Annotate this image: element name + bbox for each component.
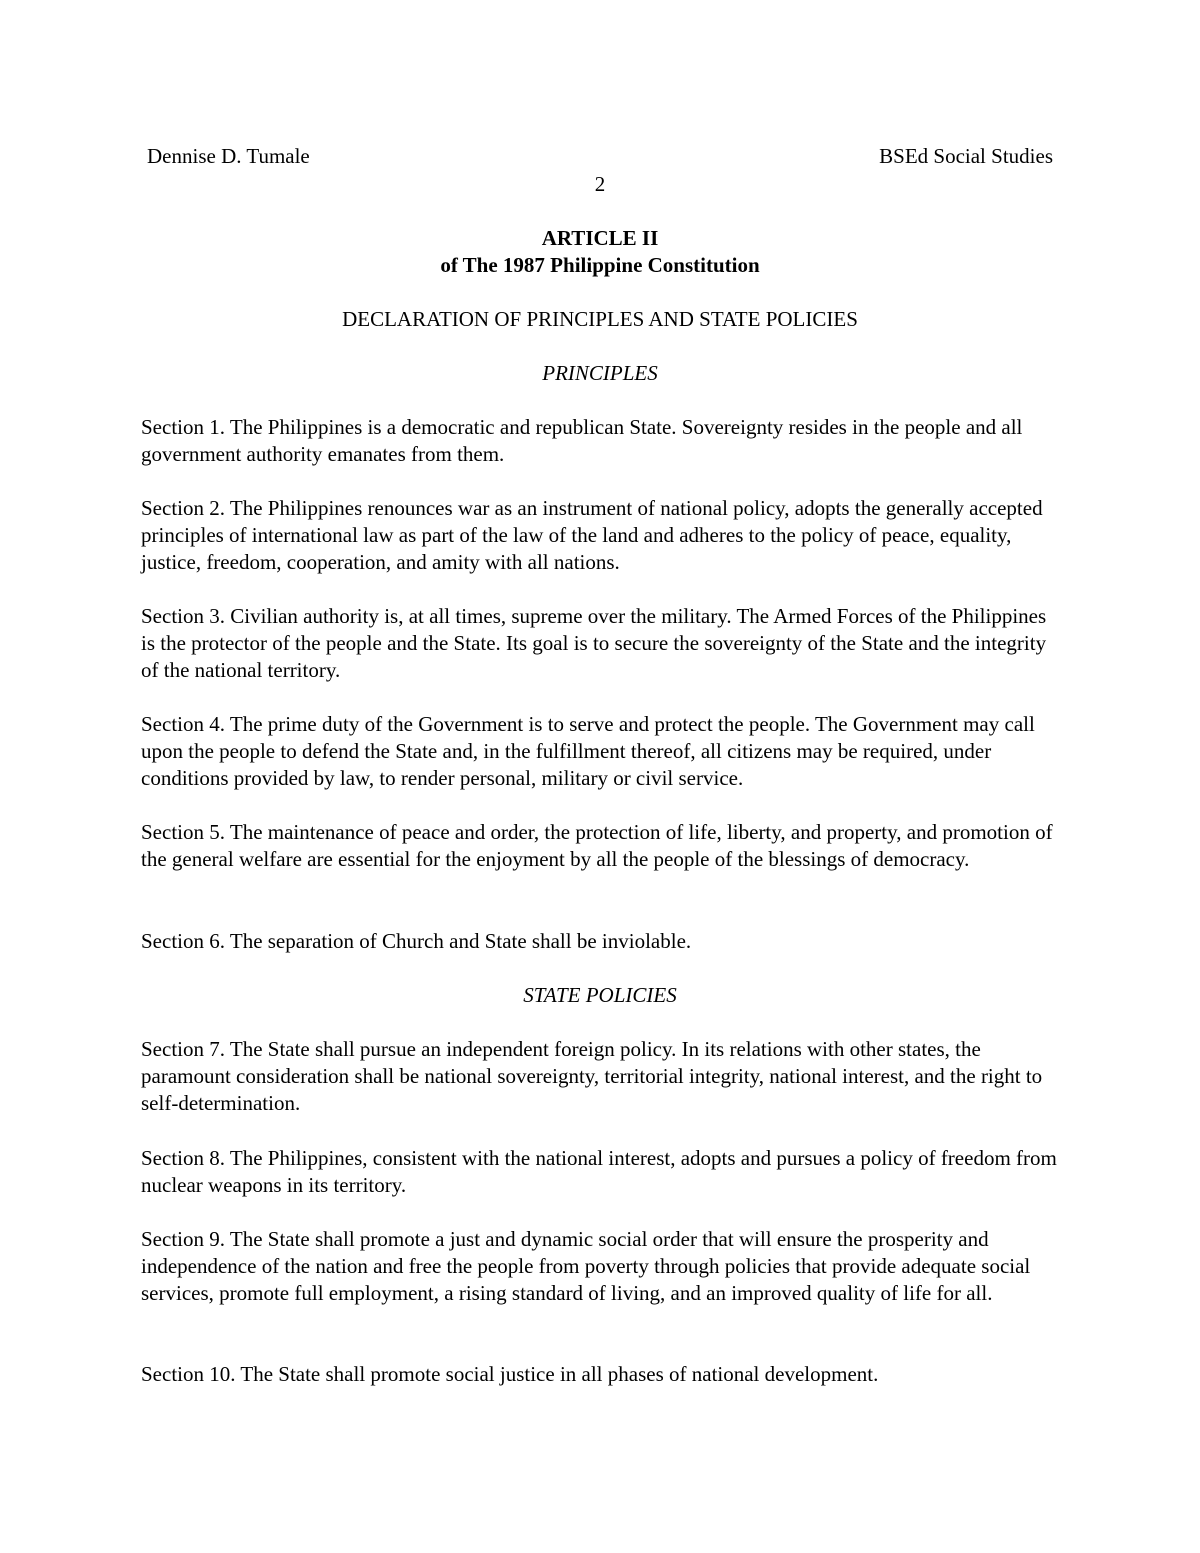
section-3: Section 3. Civilian authority is, at all times, supreme over the military. The Armed Forces of the Philippines is the protector of the people and the State. Its goal is to secure the sovereignty of the State and the integrity of the national territory.: [141, 604, 1047, 682]
section-1: Section 1. The Philippines is a democratic and republican State. Sovereignty resides in the people and all government authority emanates from them.: [141, 415, 1023, 466]
program-name: BSEd Social Studies: [879, 144, 1053, 168]
author-name: Dennise D. Tumale: [147, 144, 310, 168]
article-subtitle: of The 1987 Philippine Constitution: [440, 253, 760, 277]
page-number: 2: [594, 172, 606, 196]
section-9: Section 9. The State shall promote a just and dynamic social order that will ensure the prosperity and independence of the nation and free the people from poverty through policies that provide adequate social services, promote full employment, a rising standard of living, and an improved quality of life for all.: [141, 1227, 1031, 1305]
principles-heading: PRINCIPLES: [542, 361, 658, 385]
declaration-heading: DECLARATION OF PRINCIPLES AND STATE POLICIES: [342, 307, 858, 331]
section-4: Section 4. The prime duty of the Government is to serve and protect the people. The Government may call upon the people to defend the State and, in the fulfillment thereof, all citizens may be required, under conditions provided by law, to render personal, military or civil service.: [141, 712, 1035, 790]
section-6: Section 6. The separation of Church and State shall be inviolable.: [141, 929, 692, 953]
article-title: ARTICLE II: [541, 226, 659, 250]
state-policies-heading: STATE POLICIES: [523, 983, 677, 1007]
section-5: Section 5. The maintenance of peace and order, the protection of life, liberty, and property, and promotion of the general welfare are essential for the enjoyment by all the people of the blessings of democracy.: [141, 820, 1053, 871]
section-2: Section 2. The Philippines renounces war as an instrument of national policy, adopts the generally accepted principles of international law as part of the law of the land and adheres to the policy of peace, equality, justice, freedom, cooperation, and amity with all nations.: [141, 496, 1043, 574]
section-7: Section 7. The State shall pursue an independent foreign policy. In its relations with other states, the paramount consideration shall be national sovereignty, territorial integrity, national interest, and the right to self-determination.: [141, 1037, 1043, 1115]
section-8: Section 8. The Philippines, consistent with the national interest, adopts and pursues a policy of freedom from nuclear weapons in its territory.: [141, 1146, 1057, 1197]
page-header: [147, 143, 1053, 173]
section-10: Section 10. The State shall promote social justice in all phases of national development.: [141, 1362, 879, 1386]
